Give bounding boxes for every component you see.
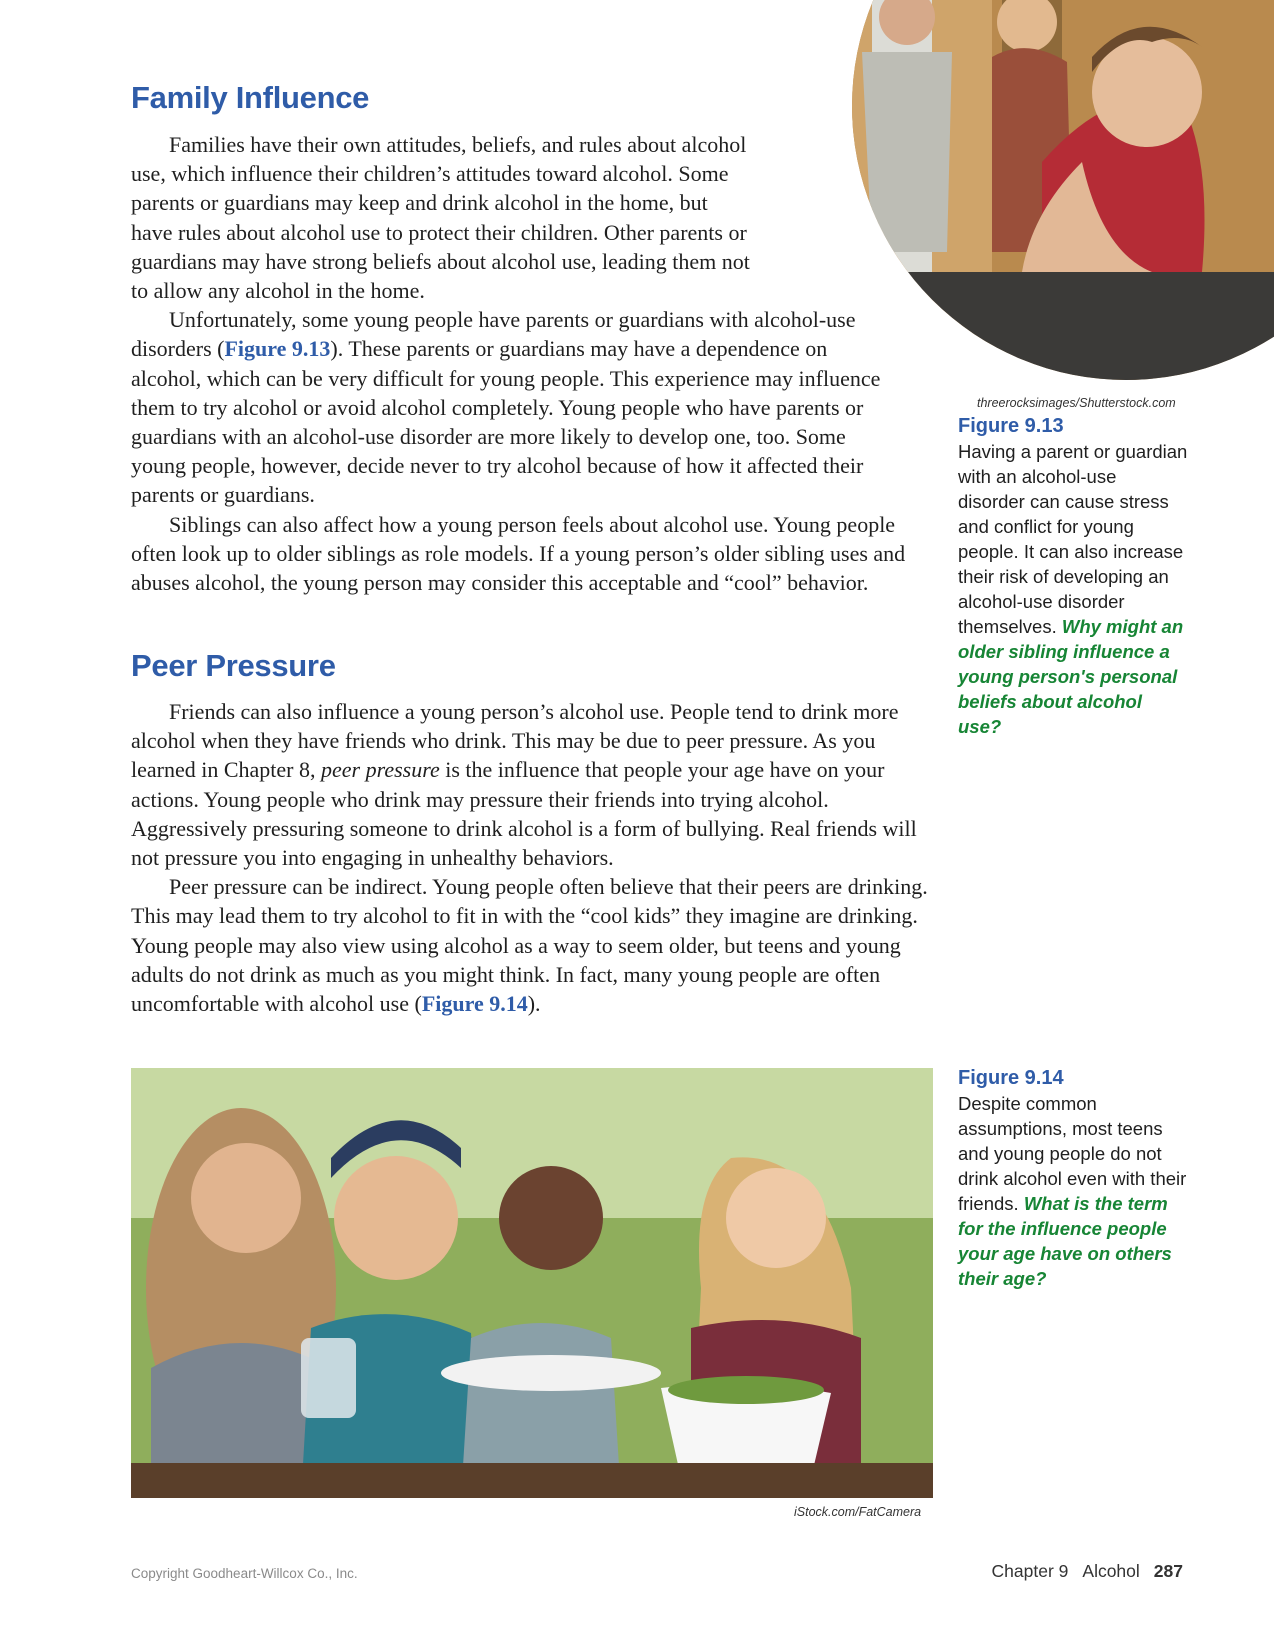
page-number: 287 [1153, 1561, 1183, 1581]
figure-9-13-caption [958, 414, 1188, 739]
figure-9-14-title: Figure 9.14 [958, 1067, 1064, 1089]
figure-9-13-question: Why might an older sibling influence a young person's personal beliefs about alcohol use? [958, 616, 1184, 737]
paragraph-text: Families have their own attitudes, beliefs, and rules about alcohol use, which influence their children’s attitudes toward alcohol. Some parents or guardians may keep and drink alcohol in the home, but have rules about alcohol use to protect their children. Other parents or guardians may have strong beliefs about alcohol use, leading them not to allow any alcohol in the home. [131, 132, 750, 304]
figure-9-14-text: Despite common assumptions, most teens and young people do not drink alcohol even with their friends. [958, 1093, 1187, 1214]
family-influence-body [131, 130, 931, 597]
figure-9-13-title: Figure 9.13 [958, 415, 1064, 437]
paragraph-text: Peer pressure can be indirect. Young people often believe that their peers are drinking. This may lead them to try alcohol to fit in with the “cool kids” they imagine are drinking. Young people may also view using alcohol as a way to seem older, but teens and young adults do not drink as much as you might think. In fact, many young people are often uncomfortable with alcohol use ( [131, 874, 928, 1017]
key-term: peer pressure [321, 757, 440, 783]
copyright-notice: Copyright Goodheart-Willcox Co., Inc. [131, 1566, 358, 1581]
figure-9-14-caption [958, 1066, 1188, 1291]
chapter-title: Alcohol [1082, 1561, 1140, 1581]
paragraph-text: Unfortunately, some young people have parents or guardians with alcohol-use disorders ( [131, 307, 856, 362]
heading-family-influence: Family Influence [131, 80, 370, 115]
paragraph-text: Friends can also influence a young person’s alcohol use. People tend to drink more alcohol when they have friends who drink. This may be due to peer pressure. As you learned in Chapter 8, [131, 699, 899, 783]
figure-9-14-question: What is the term for the influence people your age have on others their age? [958, 1193, 1172, 1289]
paragraph-text: Siblings can also affect how a young person feels about alcohol use. Young people often look up to older siblings as role models. If a young person’s older sibling uses and abuses alcohol, the young person may consider this acceptable and “cool” behavior. [131, 511, 906, 596]
figure-9-14-link[interactable]: Figure 9.14 [421, 991, 528, 1017]
chapter-label: Chapter 9 [991, 1561, 1069, 1581]
paragraph [131, 697, 931, 872]
paragraph [131, 305, 901, 509]
paragraph-text: ). [527, 991, 541, 1017]
figure-9-13-text: Having a parent or guardian with an alcohol-use disorder can cause stress and conflict for young people. It can also increase their risk of developing an alcohol-use disorder themselves. [958, 441, 1188, 637]
paragraph-text: is the influence that people your age have on your actions. Young people who drink may pressure their friends into trying alcohol. Aggressively pressuring someone to drink alcohol is a form of bullying. Real friends will not pressure you into engaging in unhealthy behaviors. [131, 757, 917, 871]
peer-pressure-body [131, 697, 931, 1018]
paragraph [131, 872, 931, 1018]
paragraph-text: ). These parents or guardians may have a dependence on alcohol, which can be very difficult for young people. This experience may influence them to try alcohol or avoid alcohol completely. Young people who have parents or guardians with an alcohol-use disorder are more likely to develop one, too. Some young people, however, decide never to try alcohol because of how it affected their parents or guardians. [131, 336, 881, 508]
figure-9-13-credit: threerocksimages/Shutterstock.com [977, 396, 1176, 410]
figure-9-14-photo [131, 1068, 933, 1498]
paragraph [131, 510, 931, 598]
figure-9-13-link[interactable]: Figure 9.13 [224, 336, 331, 362]
heading-peer-pressure: Peer Pressure [131, 648, 336, 683]
paragraph [131, 130, 751, 305]
friends-dining-illustration [131, 1068, 933, 1498]
page-footer [992, 1561, 1183, 1582]
figure-9-14-credit: iStock.com/FatCamera [794, 1505, 922, 1519]
